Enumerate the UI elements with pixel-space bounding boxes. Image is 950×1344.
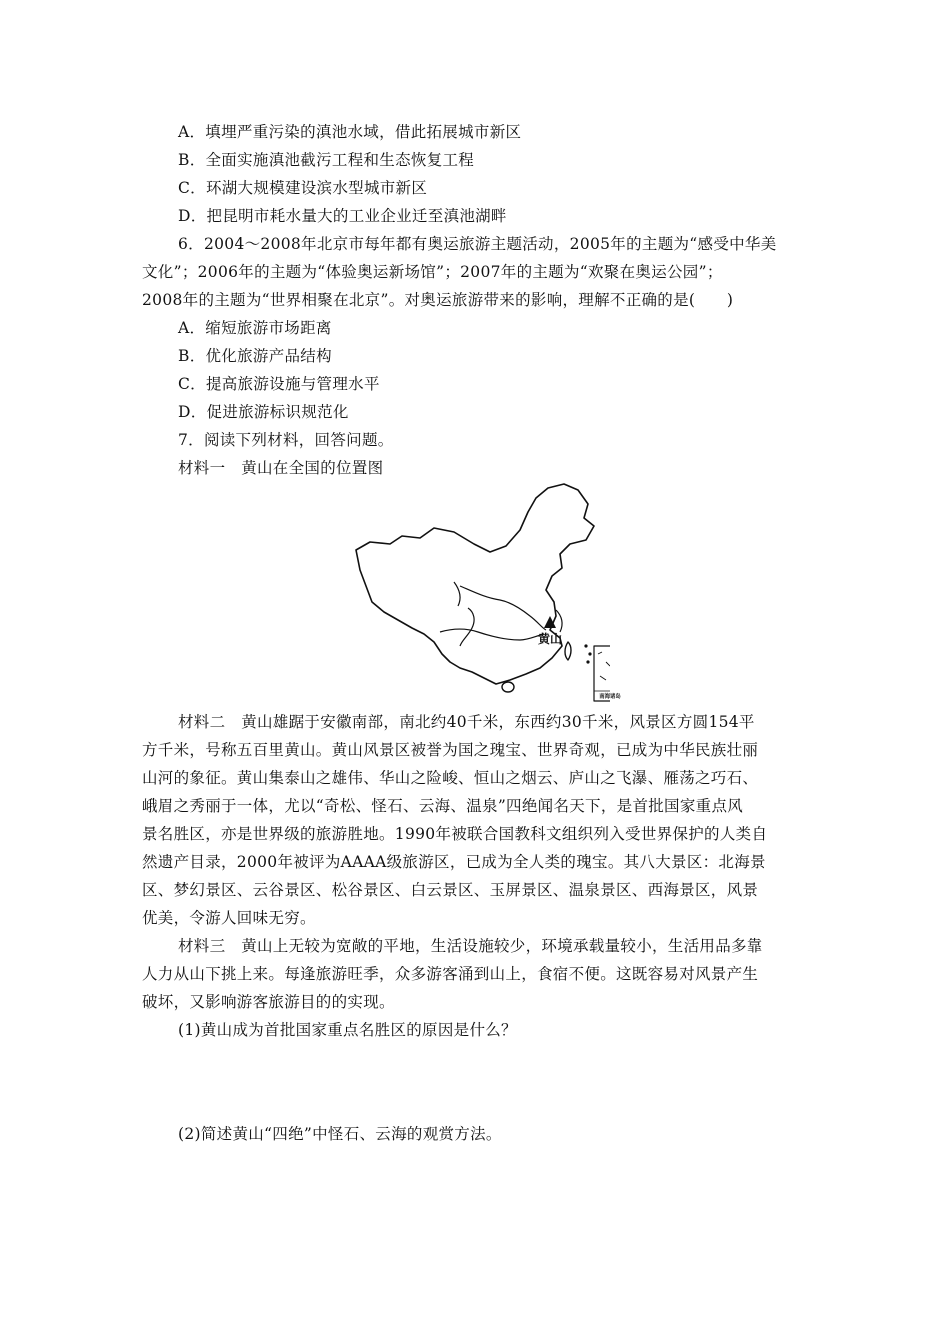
material2-line-4: 峨眉之秀丽于一体，尤以“奇松、怪石、云海、温泉”四绝闻名天下，是首批国家重点风 — [142, 797, 744, 815]
q7-intro: 7．阅读下列材料，回答问题。 — [178, 431, 394, 449]
q5-option-d: D．把昆明市耗水量大的工业企业迁至滇池湖畔 — [178, 207, 507, 225]
q6-option-a: A．缩短旅游市场距离 — [178, 319, 332, 337]
material3-line-1: 材料三 黄山上无较为宽敞的平地，生活设施较少，环境承载量较小，生活用品多靠 — [178, 937, 763, 955]
material3-line-2: 人力从山下挑上来。每逢旅游旺季，众多游客涌到山上，食宿不便。这既容易对风景产生 — [142, 965, 759, 983]
material2-line-3: 山河的象征。黄山集泰山之雄伟、华山之险峻、恒山之烟云、庐山之飞瀑、雁荡之巧石、 — [142, 769, 759, 787]
q6-stem-line-1: 6．2004～2008年北京市每年都有奥运旅游主题活动，2005年的主题为“感受中华美 — [178, 235, 777, 253]
q5-option-b: B．全面实施滇池截污工程和生态恢复工程 — [178, 151, 475, 169]
q6-option-b: B．优化旅游产品结构 — [178, 347, 332, 365]
q6-option-c: C．提高旅游设施与管理水平 — [178, 375, 380, 393]
q6-stem-line-3: 2008年的主题为“世界相聚在北京”。对奥运旅游带来的影响，理解不正确的是( ) — [142, 291, 734, 309]
q6-option-d: D．促进旅游标识规范化 — [178, 403, 349, 421]
material1-title: 材料一 黄山在全国的位置图 — [178, 459, 384, 477]
material3-line-3: 破坏，又影响游客旅游目的的实现。 — [142, 993, 395, 1011]
china-map-outline — [350, 482, 610, 704]
material2-line-7: 区、梦幻景区、云谷景区、松谷景区、白云景区、玉屏景区、温泉景区、西海景区，风景 — [142, 881, 759, 899]
south-china-sea-inset-label: 南海诸岛 — [599, 693, 621, 700]
material2-line-2: 方千米，号称五百里黄山。黄山风景区被誉为国之瑰宝、世界奇观，已成为中华民族壮丽 — [142, 741, 759, 759]
q6-stem-line-2: 文化”；2006年的主题为“体验奥运新场馆”；2007年的主题为“欢聚在奥运公园”； — [142, 263, 723, 281]
material2-line-1: 材料二 黄山雄踞于安徽南部，南北约40千米，东西约30千米，风景区方圆154平 — [178, 713, 755, 731]
q5-option-c: C．环湖大规模建设滨水型城市新区 — [178, 179, 428, 197]
sub-question-1: (1)黄山成为首批国家重点名胜区的原因是什么？ — [178, 1021, 517, 1039]
sub-question-2: (2)简述黄山“四绝”中怪石、云海的观赏方法。 — [178, 1125, 502, 1143]
material2-line-5: 景名胜区，亦是世界级的旅游胜地。1990年被联合国教科文组织列入受世界保护的人类自 — [142, 825, 768, 843]
q5-option-a: A．填埋严重污染的滇池水域，借此拓展城市新区 — [178, 123, 522, 141]
material2-line-8: 优美，令游人回味无穷。 — [142, 909, 316, 927]
material2-line-6: 然遗产目录，2000年被评为AAAA级旅游区，已成为全人类的瑰宝。其八大景区：北海景 — [142, 853, 766, 871]
huangshan-label: 黄山 — [538, 632, 563, 646]
china-location-map — [350, 482, 621, 704]
